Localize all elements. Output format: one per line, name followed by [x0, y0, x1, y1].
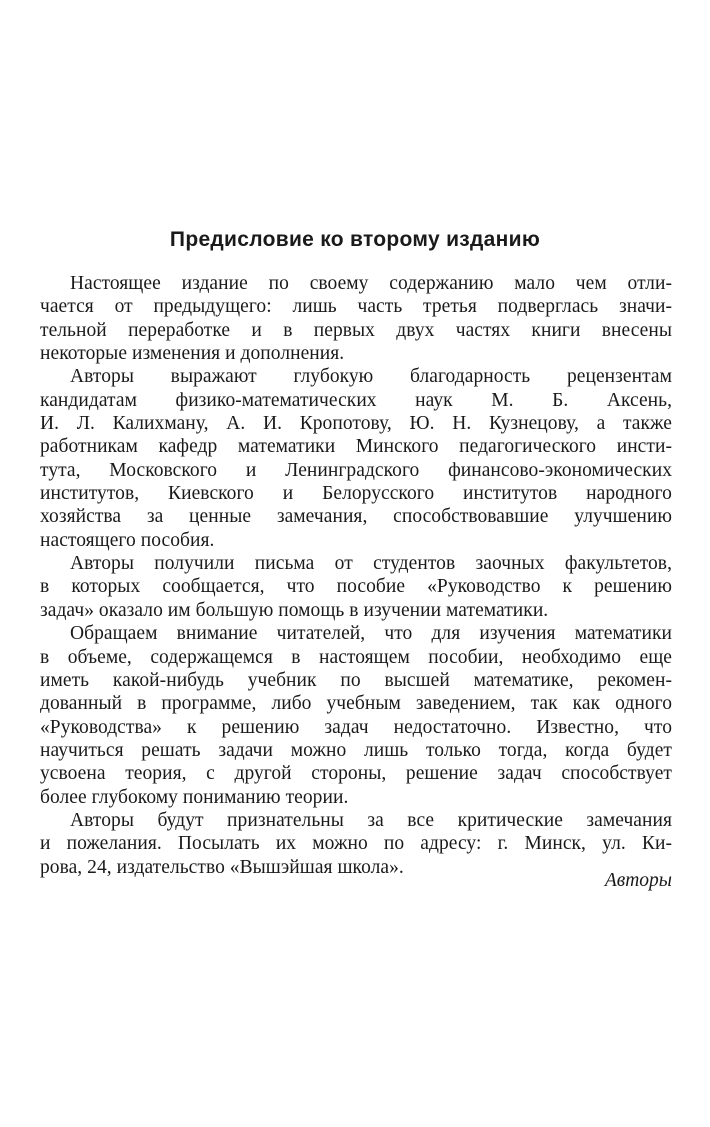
- text-line: Настоящее издание по своему содержанию мало чем отли-: [70, 273, 672, 294]
- text-line: некоторые изменения и дополнения.: [40, 343, 345, 365]
- text-line: задач» оказало им большую помощь в изучении математики.: [40, 599, 549, 621]
- text-line: Авторы будут признательны за все критические замечания: [70, 809, 672, 831]
- text-line: рова, 24, издательство «Вышэйшая школа».: [40, 856, 404, 878]
- paragraph-4: [40, 622, 672, 809]
- paragraph-3: [40, 552, 672, 622]
- text-line: в которых сообщается, что пособие «Руководство к решению: [40, 576, 672, 598]
- text-line: хозяйства за ценные замечания, способствовавшие улучшению: [40, 506, 672, 528]
- text-line: более глубокому пониманию теории.: [40, 786, 349, 808]
- text-line: усвоена теория, с другой стороны, решение задач способствует: [40, 763, 672, 785]
- text-line: и пожелания. Посылать их можно по адресу: г. Минск, ул. Ки-: [40, 833, 672, 855]
- paragraph-2: [40, 365, 672, 552]
- text-line: иметь какой-нибудь учебник по высшей математике, рекомен-: [40, 669, 672, 691]
- text-line: институтов, Киевского и Белорусского институтов народного: [40, 483, 672, 505]
- text-line: тельной переработке и в первых двух частях книги внесены: [40, 319, 672, 341]
- text-line: Авторы выражают глубокую благодарность рецензентам: [70, 366, 672, 388]
- text-line: тута, Московского и Ленинградского финансово-экономических: [40, 459, 672, 481]
- authors-signature: Авторы: [604, 870, 672, 891]
- text-line: И. Л. Калихману, А. И. Кропотову, Ю. Н. Кузнецову, а также: [40, 413, 672, 435]
- text-line: научиться решать задачи можно лишь только тогда, когда будет: [40, 739, 672, 761]
- preface-body: [40, 272, 672, 879]
- text-line: работникам кафедр математики Минского педагогического инсти-: [40, 436, 672, 458]
- text-line: «Руководства» к решению задач недостаточно. Известно, что: [40, 716, 672, 738]
- text-line: кандидатам физико-математических наук М. Б. Аксень,: [40, 389, 672, 411]
- text-line: настоящего пособия.: [40, 529, 215, 551]
- text-line: Обращаем внимание читателей, что для изучения математики: [70, 623, 672, 645]
- text-line: Авторы получили письма от студентов заочных факультетов,: [70, 553, 672, 575]
- page-title: Предисловие ко второму изданию: [169, 228, 541, 251]
- paragraph-5: [40, 809, 672, 879]
- text-line: чается от предыдущего: лишь часть третья подверглась значи-: [40, 296, 672, 318]
- paragraph-1: [40, 272, 672, 365]
- text-line: в объеме, содержащемся в настоящем пособии, необходимо еще: [40, 646, 672, 668]
- text-line: дованный в программе, либо учебным заведением, так как одного: [40, 693, 672, 715]
